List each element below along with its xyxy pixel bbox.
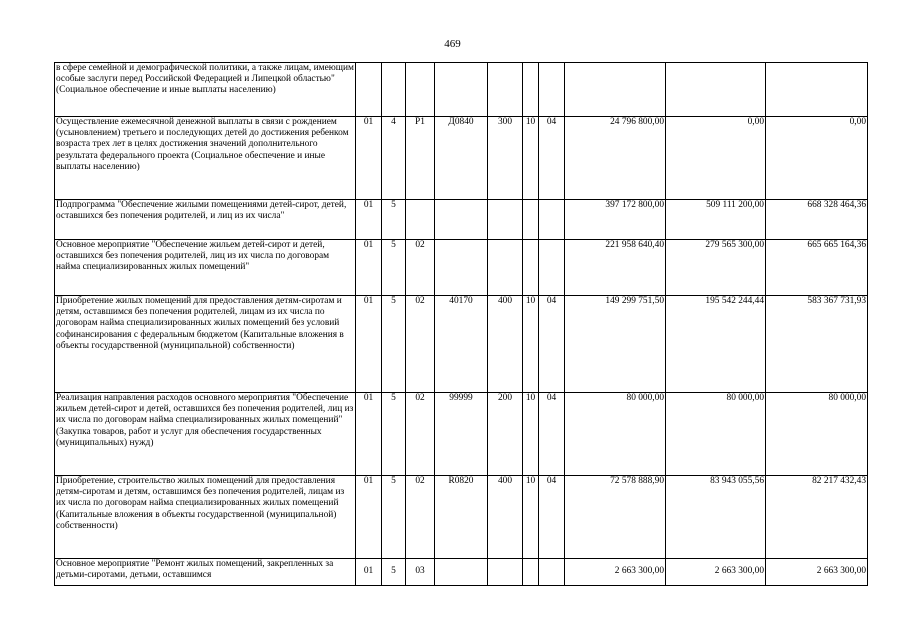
- code-section: 10: [523, 117, 539, 200]
- code-gp: 01: [356, 117, 382, 200]
- row-description: Приобретение, строительство жилых помещений для предоставления детям-сиротам и детям, оставшимся без попечения родителей, лицам из их числа по договорам найма специализированных жилых помещений (Капитальные вложения в объекты государственной (муниципальной) собственности): [55, 476, 356, 559]
- code-gp: [356, 63, 382, 117]
- amount-year-3: [766, 63, 868, 117]
- amount-year-3: 82 217 432,43: [766, 476, 868, 559]
- code-subsection: 04: [539, 296, 565, 393]
- code-pp: [382, 63, 406, 117]
- amount-year-3: 668 328 464,36: [766, 200, 868, 240]
- code-expense-type: 400: [488, 296, 523, 393]
- code-direction: [435, 559, 488, 586]
- amount-year-2: 509 111 200,00: [666, 200, 766, 240]
- amount-year-1: 2 663 300,00: [565, 559, 666, 586]
- code-expense-type: [488, 240, 523, 296]
- code-expense-type: 200: [488, 393, 523, 476]
- code-expense-type: 300: [488, 117, 523, 200]
- code-section: 10: [523, 296, 539, 393]
- code-om: 02: [406, 296, 435, 393]
- code-subsection: 04: [539, 393, 565, 476]
- amount-year-3: 665 665 164,36: [766, 240, 868, 296]
- row-description: в сфере семейной и демографической политики, а также лицам, имеющим особые заслуги перед Российской Федерацией и Липецкой областью" (Социальное обеспечение и иные выплаты населению): [55, 63, 356, 117]
- code-pp: 5: [382, 296, 406, 393]
- code-gp: 01: [356, 476, 382, 559]
- amount-year-2: 0,00: [666, 117, 766, 200]
- code-expense-type: 400: [488, 476, 523, 559]
- code-om: 02: [406, 476, 435, 559]
- page-number: 469: [444, 38, 461, 50]
- code-expense-type: [488, 63, 523, 117]
- code-gp: 01: [356, 296, 382, 393]
- code-direction: R0820: [435, 476, 488, 559]
- code-section: [523, 200, 539, 240]
- code-subsection: 04: [539, 117, 565, 200]
- table-row: [55, 240, 868, 296]
- amount-year-2: 2 663 300,00: [666, 559, 766, 586]
- code-direction: [435, 200, 488, 240]
- row-description: Подпрограмма "Обеспечение жилыми помещениями детей-сирот, детей, оставшихся без попечения родителей, и лиц из их числа": [55, 200, 356, 240]
- code-pp: 5: [382, 200, 406, 240]
- amount-year-1: 149 299 751,50: [565, 296, 666, 393]
- code-pp: 5: [382, 393, 406, 476]
- code-om: 02: [406, 393, 435, 476]
- row-description: Основное мероприятие "Ремонт жилых помещений, закрепленных за детьми-сиротами, детьми, оставшимся: [55, 559, 356, 586]
- code-om: [406, 200, 435, 240]
- amount-year-3: 583 367 731,93: [766, 296, 868, 393]
- amount-year-1: 397 172 800,00: [565, 200, 666, 240]
- code-section: 10: [523, 476, 539, 559]
- code-pp: 5: [382, 476, 406, 559]
- code-subsection: [539, 559, 565, 586]
- code-gp: 01: [356, 240, 382, 296]
- code-om: Р1: [406, 117, 435, 200]
- code-gp: 01: [356, 393, 382, 476]
- code-direction: [435, 63, 488, 117]
- code-subsection: [539, 200, 565, 240]
- code-section: [523, 63, 539, 117]
- code-direction: Д0840: [435, 117, 488, 200]
- amount-year-2: 279 565 300,00: [666, 240, 766, 296]
- code-section: [523, 559, 539, 586]
- amount-year-2: 80 000,00: [666, 393, 766, 476]
- amount-year-1: 24 796 800,00: [565, 117, 666, 200]
- code-section: 10: [523, 393, 539, 476]
- amount-year-2: [666, 63, 766, 117]
- table-row: [55, 117, 868, 200]
- code-expense-type: [488, 559, 523, 586]
- amount-year-1: 80 000,00: [565, 393, 666, 476]
- table-row: [55, 559, 868, 586]
- code-direction: 99999: [435, 393, 488, 476]
- table-row: [55, 476, 868, 559]
- code-om: 02: [406, 240, 435, 296]
- amount-year-1: 72 578 888,90: [565, 476, 666, 559]
- row-description: Осуществление ежемесячной денежной выплаты в связи с рождением (усыновлением) третьего и последующих детей до достижения ребенком возраста трех лет в целях достижения значений дополнительного результата федерального проекта (Социальное обеспечение и иные выплаты населению): [55, 117, 356, 200]
- code-direction: 40170: [435, 296, 488, 393]
- amount-year-3: 80 000,00: [766, 393, 868, 476]
- code-om: 03: [406, 559, 435, 586]
- row-description: Приобретение жилых помещений для предоставления детям-сиротам и детям, оставшимся без попечения родителей, лицам из их числа по договорам найма специализированных жилых помещений без условий софинансирования с федеральным бюджетом (Капитальные вложения в объекты государственной (муниципальной) собственности): [55, 296, 356, 393]
- amount-year-2: 195 542 244,44: [666, 296, 766, 393]
- table-row: [55, 296, 868, 393]
- row-description: Реализация направления расходов основного мероприятия "Обеспечение жильем детей-сирот и детей, оставшихся без попечения родителей, лиц из их числа по договорам найма специализированных жилых помещений" (Закупка товаров, работ и услуг для обеспечения государственных (муниципальных) нужд): [55, 393, 356, 476]
- code-subsection: [539, 63, 565, 117]
- code-subsection: 04: [539, 476, 565, 559]
- amount-year-1: 221 958 640,40: [565, 240, 666, 296]
- code-direction: [435, 240, 488, 296]
- code-section: [523, 240, 539, 296]
- amount-year-3: 0,00: [766, 117, 868, 200]
- code-expense-type: [488, 200, 523, 240]
- table-row: [55, 200, 868, 240]
- code-gp: 01: [356, 200, 382, 240]
- code-gp: 01: [356, 559, 382, 586]
- budget-table: [54, 62, 868, 586]
- code-om: [406, 63, 435, 117]
- amount-year-3: 2 663 300,00: [766, 559, 868, 586]
- code-subsection: [539, 240, 565, 296]
- table-row: [55, 63, 868, 117]
- row-description: Основное мероприятие "Обеспечение жильем детей-сирот и детей, оставшихся без попечения родителей, лиц из их числа по договорам найма специализированных жилых помещений": [55, 240, 356, 296]
- table-row: [55, 393, 868, 476]
- amount-year-2: 83 943 055,56: [666, 476, 766, 559]
- code-pp: 5: [382, 559, 406, 586]
- code-pp: 4: [382, 117, 406, 200]
- amount-year-1: [565, 63, 666, 117]
- code-pp: 5: [382, 240, 406, 296]
